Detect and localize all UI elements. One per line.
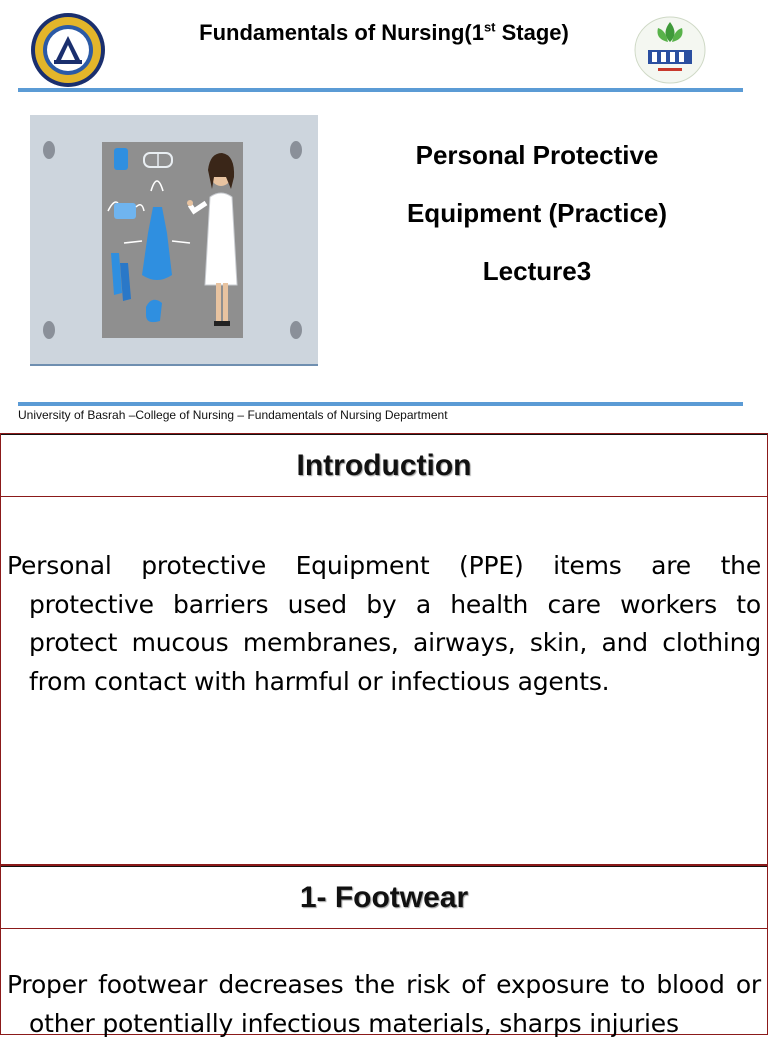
ppe-illustration-image [30,115,318,366]
introduction-heading: Introduction [1,434,767,497]
footer-divider [18,402,743,406]
footwear-slide [0,865,768,1038]
lecture-number: Lecture3 [482,256,592,286]
lecture-title [372,126,702,300]
introduction-text: Personal protective Equipment (PPE) items are the protective barriers used by a health care workers to protect mucous membranes, airways, skin, and clothing from contact with harmful or infectious agents. [7,551,761,696]
department-footer: University of Basrah –College of Nursing – Fundamentals of Nursing Department [18,408,448,422]
header-divider [18,88,743,92]
introduction-slide [0,433,768,865]
cover-slide [0,0,768,432]
footwear-text: Proper footwear decreases the risk of exposure to blood or other potentially infectious materials, sharps injuries [7,970,761,1038]
course-title: Fundamentals of Nursing(1st Stage) [199,19,569,45]
lecture-title-line: Personal Protective [415,140,659,170]
lecture-title-line: Equipment (Practice) [406,198,668,228]
college-logo [634,16,706,84]
footwear-heading: 1- Footwear [1,866,767,929]
